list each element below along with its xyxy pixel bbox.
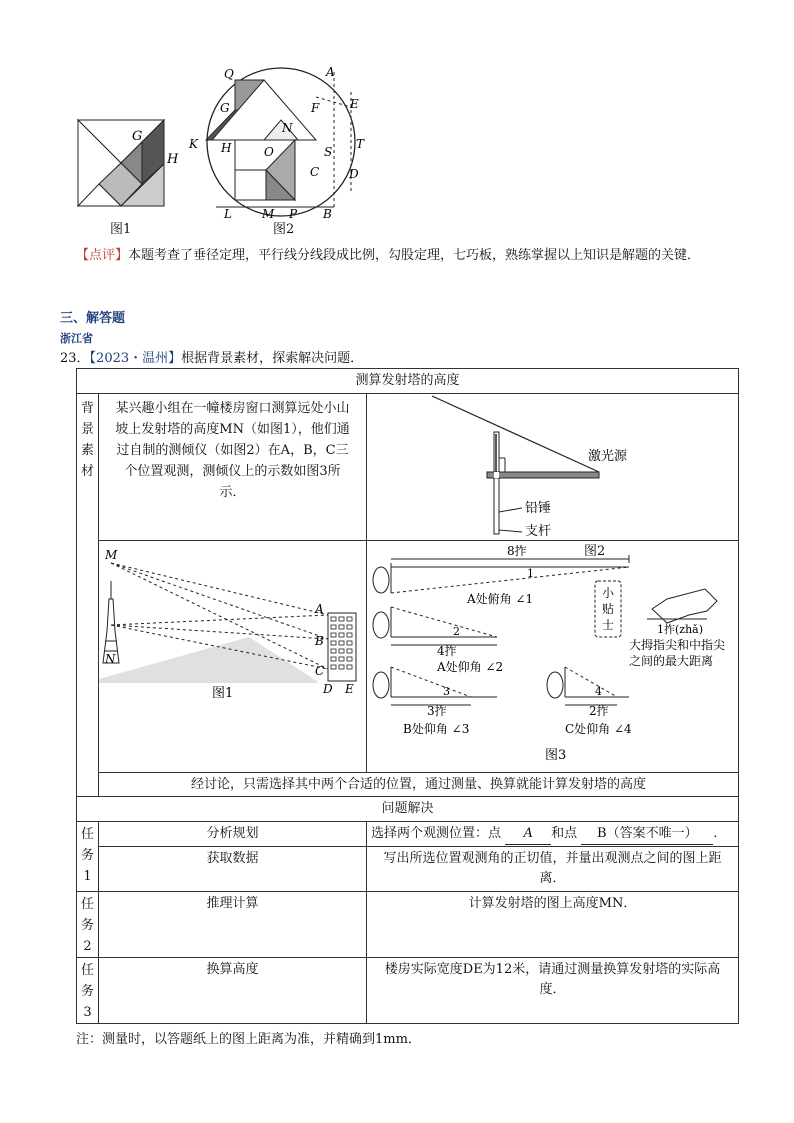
task3-label: 任 务 3 [77,958,99,1024]
tangram-figure-2 [186,62,376,222]
dist-top-label: 8拃 [507,544,527,558]
fig2-label-f: F [311,101,320,115]
task1-row1-name: 分析规划 [99,822,367,847]
fig2-label-q: Q [224,67,234,81]
tip-char-2: 贴 [602,602,615,616]
caption-a-depression: A处俯角 ∠1 [467,592,534,606]
fig2-label-m: M [262,207,275,221]
background-text: 某兴趣小组在一幢楼房窗口测算远处小山 坡上发射塔的高度MN（如图1），他们通 过自制的测倾仪（如图2）在A，B，C三 个位置观测，测倾仪上的示数如图3所 示． [99,394,367,541]
zha-label: 1拃(zhǎ) [657,623,704,636]
task2-content: 计算发射塔的图上高度MN． [367,892,739,958]
answer-blank-1[interactable]: A [505,824,551,845]
fig2-label-l: L [224,207,232,221]
province-label: 浙江省 [60,332,93,345]
question-header [60,351,363,367]
caption-a-elevation: A处仰角 ∠2 [437,660,504,674]
figure1-cell [99,541,367,773]
fig2-label-o: O [264,145,274,159]
discussion-text: 经讨论，只需选择其中两个合适的位置，通过测量、换算就能计算发射塔的高度 [99,773,739,797]
fig1-label-n: N [105,652,116,666]
fig2-label-t: T [356,137,365,151]
fig2-label-p: P [289,207,298,221]
answer-blank-2[interactable]: B（答案不唯一） [581,824,713,845]
fig2-label-h: H [221,141,232,155]
tip-char-1: 小 [602,586,615,600]
fig1-label-c: C [315,664,325,678]
fig1-label-g: G [132,129,143,144]
caption-b-elevation: B处仰角 ∠3 [403,722,470,736]
tip-char-3: 士 [602,618,615,632]
task1-row1-content: 选择两个观测位置：点 A 和点 B（答案不唯一） ． [367,822,739,847]
figure2-caption: 图2 [584,544,606,559]
fig1-label-b: B [315,634,324,648]
fig1-caption: 图1 [212,686,234,701]
plumb-label: 铅锤 [525,501,552,516]
dist2-label: 4拃 [437,644,457,658]
hand-text-1: 大拇指尖和中指尖 [629,638,726,652]
question-source: 【2023・温州】 [89,351,182,366]
background-label: 背 景 素 材 [77,394,99,797]
fig1-label-m: M [105,548,118,562]
comment-line [76,248,700,264]
fig2-label-c: C [310,165,320,179]
fig2-label-n: N [282,121,293,135]
fig1-label-e: E [345,682,354,696]
fig1-label-a: A [315,602,324,616]
tower-building-figure [99,541,367,771]
figure3-caption: 图3 [545,748,567,763]
figure3-cell [367,541,739,773]
caption-c-elevation: C处仰角 ∠4 [565,722,632,736]
laser-source-label: 激光源 [588,449,628,464]
comment-text: 本题考查了垂径定理，平行线分线段成比例，勾股定理，七巧板，熟练掌握以上知识是解题的关键． [128,248,701,263]
problem-table [76,368,739,1024]
comment-tag: 【点评】 [76,248,129,263]
task1-row2-name: 获取数据 [99,847,367,892]
table-title: 测算发射塔的高度 [77,369,739,394]
fig2-label-b: B [323,207,332,221]
task2-label: 任 务 2 [77,892,99,958]
fig2-caption: 图2 [273,222,295,237]
inclinometer-figure [367,394,737,539]
fig2-label-g: G [220,101,230,115]
dist3-label: 3拃 [427,704,447,718]
angle4-label: 4 [595,685,602,698]
angle1-label: 1 [527,567,534,580]
fig1-caption: 图1 [110,222,132,237]
angle-readings-figure [367,541,737,771]
angle3-label: 3 [443,685,450,698]
tangram-figure-1 [70,110,180,220]
task3-content: 楼房实际宽度DE为12米，请通过测量换算发射塔的实际高 度． [367,958,739,1024]
task2-name: 推理计算 [99,892,367,958]
rod-label: 支杆 [525,524,552,539]
fig1-label-h: H [167,152,179,167]
fig2-label-a: A [326,65,335,79]
task1-label: 任 务 1 [77,822,99,892]
question-number: 23． [60,351,90,366]
section-heading: 三、解答题 [60,311,126,326]
fig2-label-e: E [350,97,359,111]
question-prompt: 根据背景素材，探索解决问题． [181,351,364,366]
measurement-note: 注：测量时，以答题纸上的图上距离为准，并精确到1mm． [76,1032,421,1047]
fig1-label-d: D [323,682,333,696]
fig2-label-s: S [324,145,333,159]
angle2-label: 2 [453,625,460,638]
hand-text-2: 之间的最大距离 [629,654,714,668]
task3-name: 换算高度 [99,958,367,1024]
dist4-label: 2拃 [589,704,609,718]
fig2-label-k: K [189,137,198,151]
solve-header: 问题解决 [77,797,739,822]
fig2-label-d: D [349,167,359,181]
task1-row2-content: 写出所选位置观测角的正切值，并量出观测点之间的图上距 离． [367,847,739,892]
